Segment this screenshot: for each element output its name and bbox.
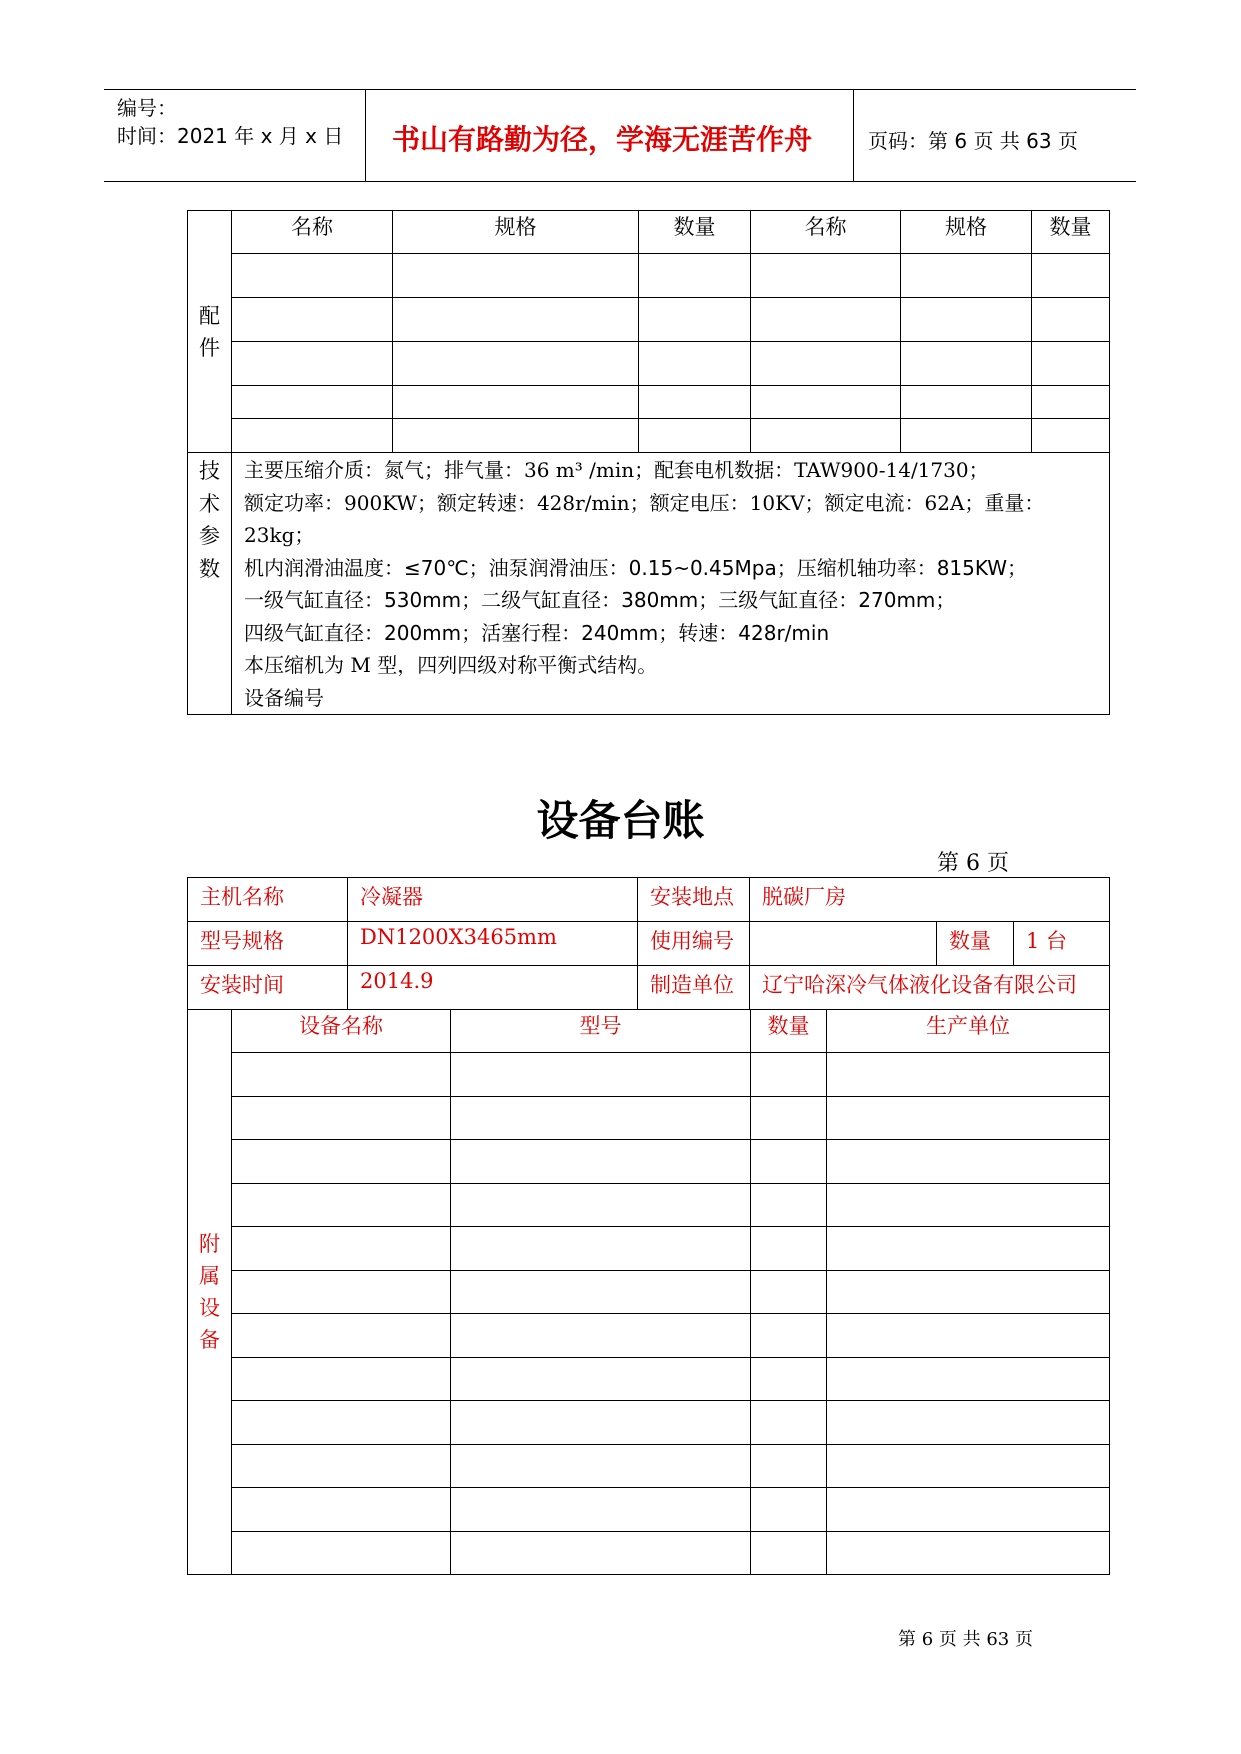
host-name-value: 冷凝器 [348, 878, 638, 922]
table-row [188, 1183, 1110, 1227]
tech-line-oil: 机内润滑油温度：≤70℃；油泵润滑油压：0.15~0.45Mpa；压缩机轴功率：815KW； [244, 555, 1028, 580]
header-divider-right [853, 90, 854, 182]
location-value: 脱碳厂房 [750, 878, 1110, 922]
attached-side-label: 附 属 设 备 [188, 1010, 232, 1575]
header-page-indicator: 页码：第 6 页 共 63 页 [868, 129, 1078, 153]
table-row [188, 1444, 1110, 1488]
table-row [188, 1227, 1110, 1271]
table-row [188, 1140, 1110, 1184]
table-row [188, 1053, 1110, 1097]
table-row [188, 386, 1110, 419]
parts-col-name-1: 名称 [232, 211, 393, 254]
quantity-label: 数量 [937, 922, 1014, 966]
header-top-rule [104, 89, 1136, 90]
usage-no-label: 使用编号 [638, 922, 750, 966]
attached-col-maker: 生产单位 [827, 1010, 1110, 1053]
document-number-label: 编号： [117, 96, 177, 120]
header-divider-left [365, 90, 366, 182]
table-row [188, 1531, 1110, 1575]
attached-col-model: 型号 [451, 1010, 751, 1053]
table-row [188, 254, 1110, 298]
tech-line-structure: 本压缩机为 M 型，四列四级对称平衡式结构。 [244, 653, 658, 677]
ledger-title: 设备台账 [536, 796, 705, 845]
tech-line-cylinders-2: 四级气缸直径：200mm；活塞行程：240mm；转速：428r/min [244, 620, 830, 645]
attached-header-row [188, 1010, 1110, 1053]
parts-col-name-2: 名称 [751, 211, 901, 254]
tech-line-equipment-no: 设备编号 [244, 685, 324, 710]
parts-side-label: 配 件 [188, 211, 232, 453]
table-row [188, 1314, 1110, 1358]
parts-col-qty-1: 数量 [639, 211, 751, 254]
table-row [188, 1357, 1110, 1401]
header-motto: 书山有路勤为径，学海无涯苦作舟 [392, 123, 813, 156]
tech-params-row [188, 453, 1110, 715]
model-label: 型号规格 [188, 922, 348, 966]
attached-col-qty: 数量 [751, 1010, 827, 1053]
install-time-label: 安装时间 [188, 966, 348, 1010]
footer-page-number: 第 6 页 共 63 页 [898, 1629, 1033, 1650]
table-row [188, 419, 1110, 453]
ledger-page-label: 第 6 页 [937, 851, 1009, 876]
attached-col-name: 设备名称 [232, 1010, 451, 1053]
table-row [188, 1096, 1110, 1140]
location-label: 安装地点 [638, 878, 750, 922]
table-row [188, 1488, 1110, 1532]
quantity-value: 1 台 [1014, 922, 1110, 966]
table-row [188, 298, 1110, 342]
tech-line-cylinders-1: 一级气缸直径：530mm；二级气缸直径：380mm；三级气缸直径：270mm； [244, 588, 956, 612]
tech-side-label: 技 术 参 数 [188, 453, 232, 715]
tech-line-weight: 23kg； [244, 523, 315, 547]
maker-value: 辽宁哈深冷气体液化设备有限公司 [750, 966, 1110, 1010]
parts-table [187, 210, 1110, 715]
install-time-value: 2014.9 [348, 966, 638, 1010]
parts-col-spec-1: 规格 [393, 211, 639, 254]
maker-label: 制造单位 [638, 966, 750, 1010]
ledger-info-table [187, 877, 1110, 1010]
table-row [188, 1270, 1110, 1314]
document-time: 时间：2021 年 x 月 x 日 [117, 124, 344, 148]
attached-equipment-table [187, 1009, 1110, 1575]
usage-no-value [750, 922, 937, 966]
parts-col-qty-2: 数量 [1032, 211, 1110, 254]
tech-line-medium: 主要压缩介质：氮气；排气量：36 m³ /min；配套电机数据：TAW900-14/1730； [244, 458, 989, 482]
model-value: DN1200X3465mm [348, 922, 638, 966]
tech-line-rating: 额定功率：900KW；额定转速：428r/min；额定电压：10KV；额定电流：62A；重量： [244, 490, 1045, 515]
table-row [188, 1401, 1110, 1445]
table-row [188, 342, 1110, 386]
parts-header-row [188, 211, 1110, 254]
host-name-label: 主机名称 [188, 878, 348, 922]
tech-params-text [232, 453, 1110, 715]
header-bottom-rule [104, 181, 1136, 182]
parts-col-spec-2: 规格 [901, 211, 1032, 254]
